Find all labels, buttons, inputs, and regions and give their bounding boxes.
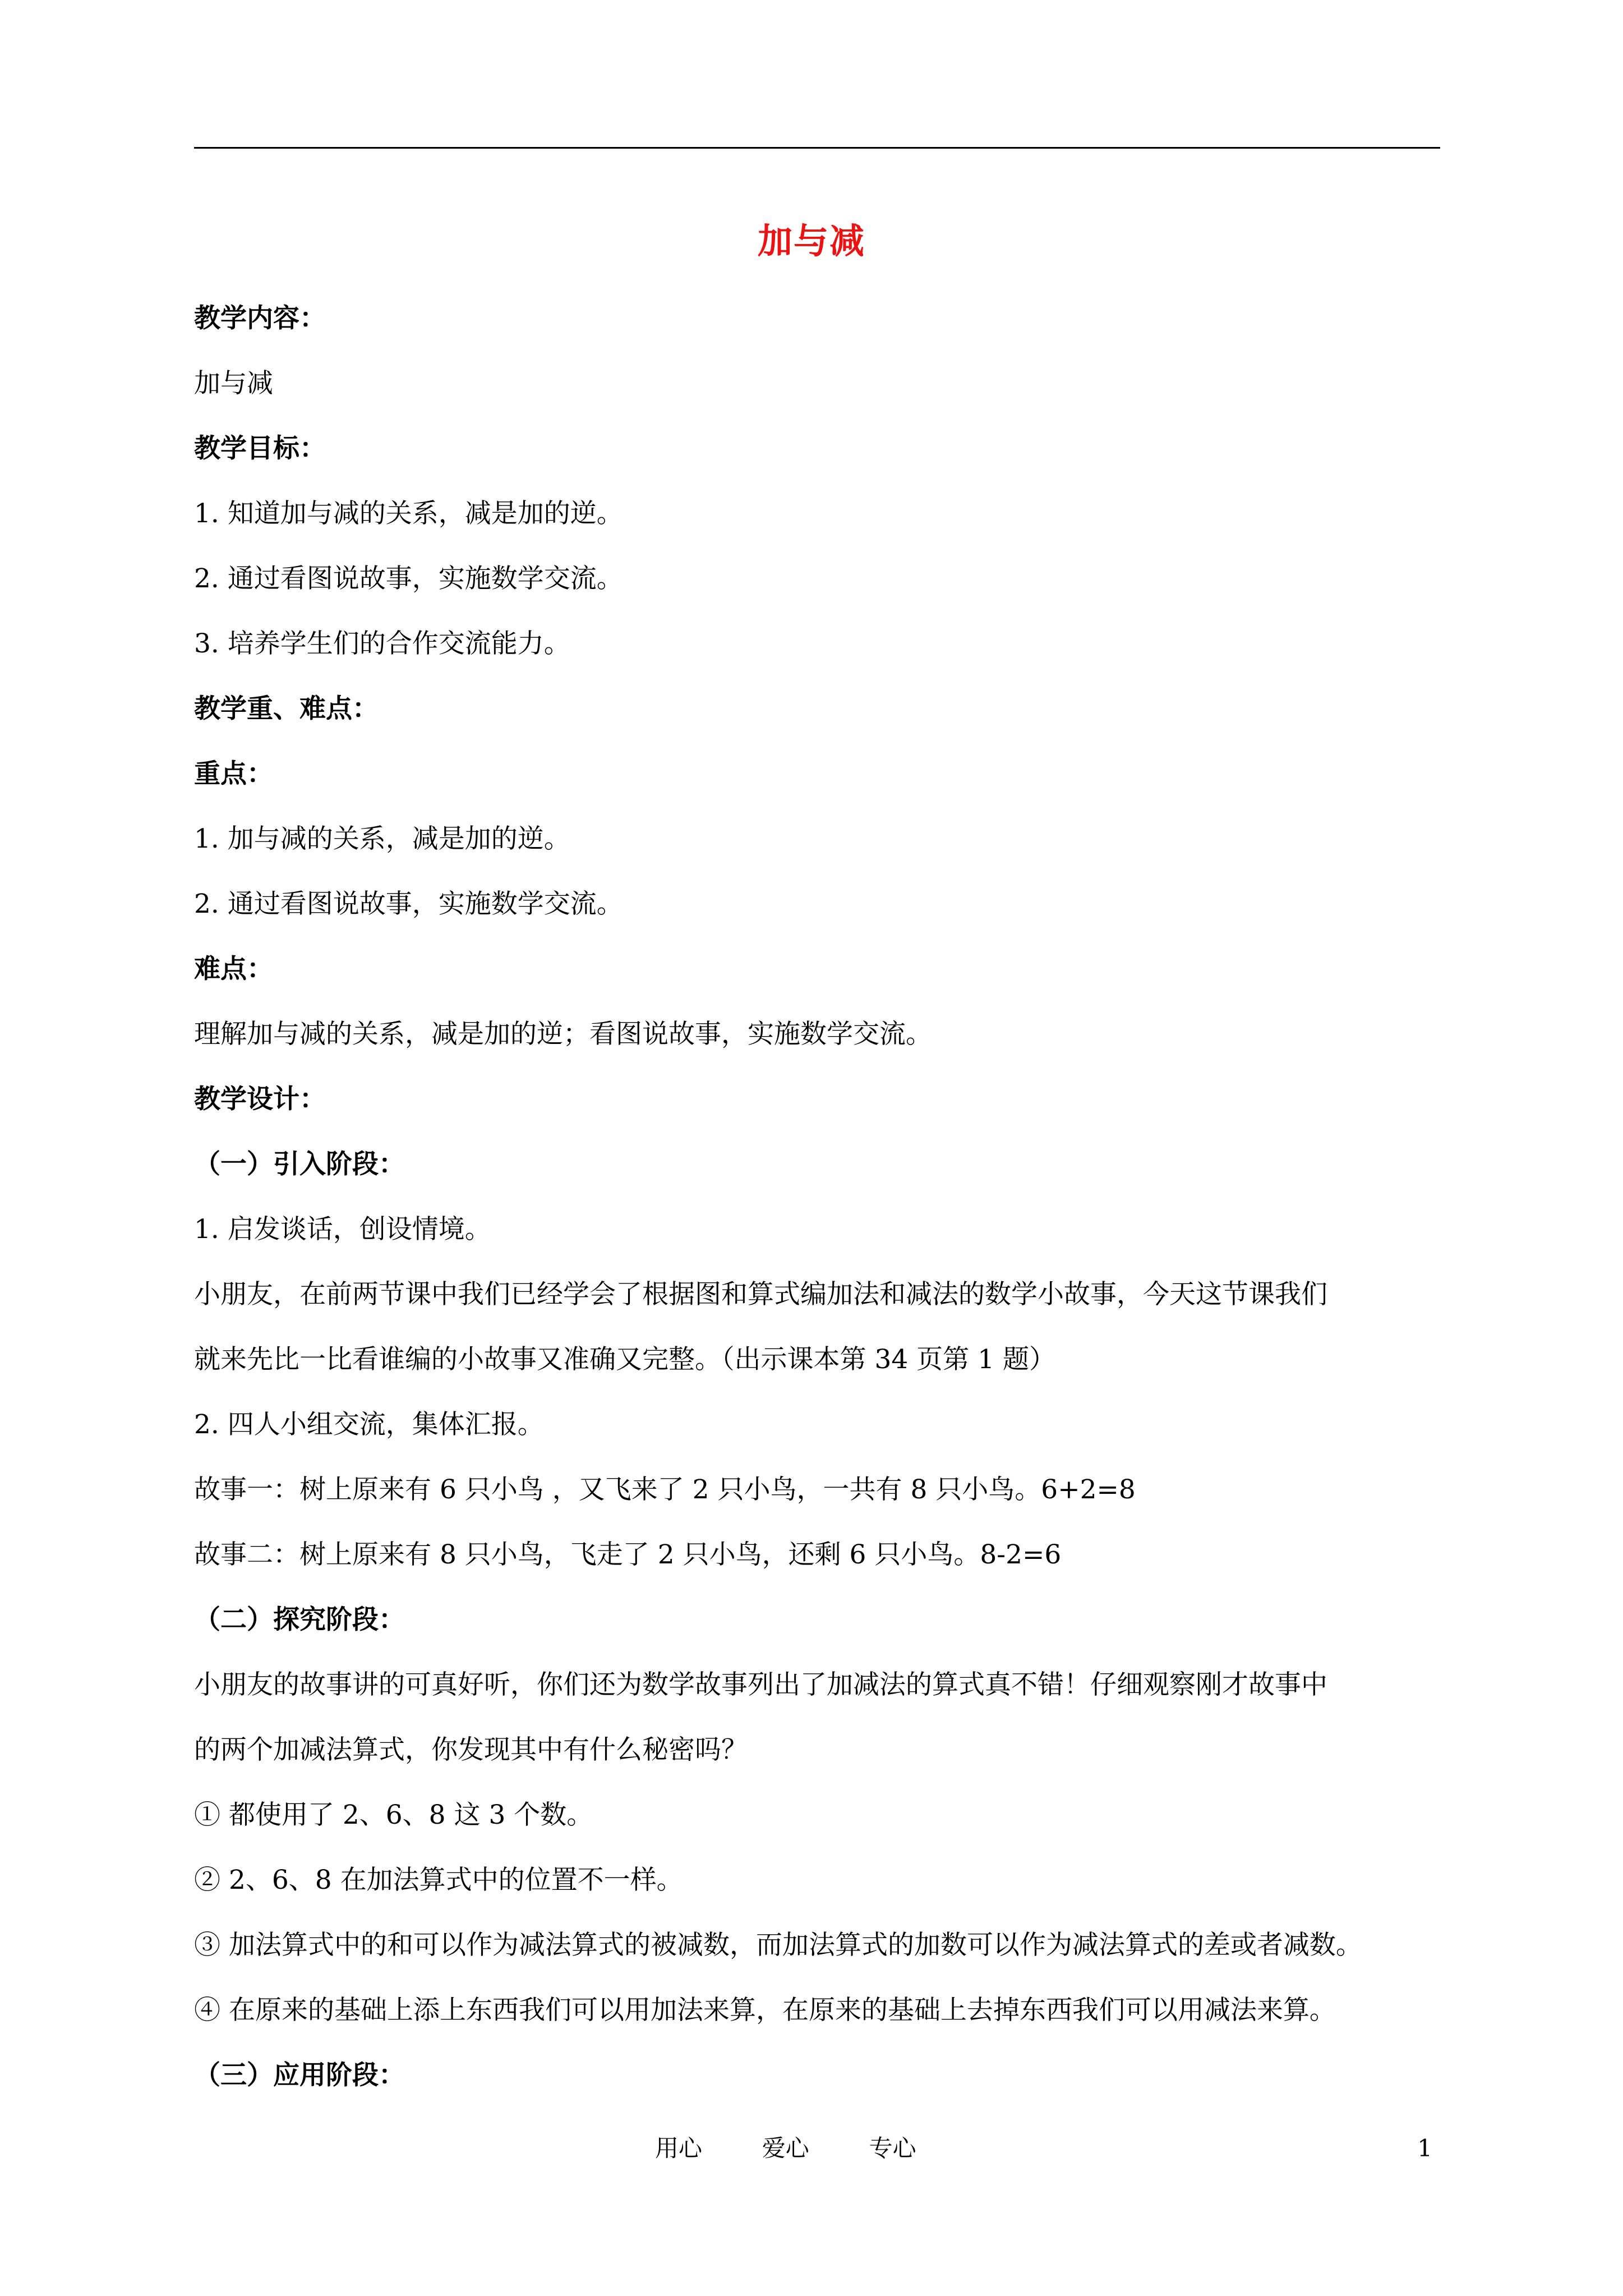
section-heading: （一）引入阶段： (194, 1149, 405, 1180)
section-heading: 教学内容： (194, 303, 326, 334)
section-heading: 教学目标： (194, 433, 326, 464)
section-heading: 教学设计： (194, 1084, 326, 1115)
page-number: 1 (1417, 2134, 1432, 2162)
footer-motto: 用心 爱心 专心 (655, 2134, 916, 2162)
body-line: 小朋友的故事讲的可真好听，你们还为数学故事列出了加减法的算式真不错！仔细观察刚才故事中 (194, 1669, 1327, 1700)
section-heading: 教学重、难点： (194, 693, 379, 724)
body-line: 2. 四人小组交流，集体汇报。 (194, 1409, 544, 1440)
body-line: 理解加与减的关系，减是加的逆；看图说故事，实施数学交流。 (194, 1019, 932, 1050)
section-heading: 难点： (194, 954, 273, 984)
body-line: 2. 通过看图说故事，实施数学交流。 (194, 889, 623, 919)
body-line: 故事二：树上原来有 8 只小鸟，飞走了 2 只小鸟，还剩 6 只小鸟。8-2=6 (194, 1539, 1062, 1570)
document-body (194, 286, 1440, 2108)
body-line: 故事一：树上原来有 6 只小鸟 ，又飞来了 2 只小鸟，一共有 8 只小鸟。6+2=8 (194, 1474, 1136, 1505)
body-line: 2. 通过看图说故事，实施数学交流。 (194, 563, 623, 594)
body-line: 1. 启发谈话，创设情境。 (194, 1214, 491, 1245)
body-line: 小朋友，在前两节课中我们已经学会了根据图和算式编加法和减法的数学小故事，今天这节课我们 (194, 1279, 1327, 1310)
section-heading: （三）应用阶段： (194, 2060, 405, 2091)
body-line: ③ 加法算式中的和可以作为减法算式的被减数，而加法算式的加数可以作为减法算式的差或者减数。 (194, 1930, 1362, 1961)
body-line: 3. 培养学生们的合作交流能力。 (194, 628, 570, 659)
document-title: 加与减 (757, 220, 865, 261)
section-heading: 重点： (194, 758, 273, 789)
body-line: ① 都使用了 2、6、8 这 3 个数。 (194, 1800, 593, 1830)
body-line: 就来先比一比看谁编的小故事又准确又完整。（出示课本第 34 页第 1 题） (194, 1344, 1055, 1375)
body-line: 1. 知道加与减的关系，减是加的逆。 (194, 498, 623, 529)
body-line: ④ 在原来的基础上添上东西我们可以用加法来算，在原来的基础上去掉东西我们可以用减法来算。 (194, 1995, 1336, 2026)
body-line: 1. 加与减的关系，减是加的逆。 (194, 823, 570, 854)
section-heading: （二）探究阶段： (194, 1604, 405, 1635)
body-line: 的两个加减法算式，你发现其中有什么秘密吗？ (194, 1734, 748, 1765)
body-line: 加与减 (194, 368, 273, 399)
page-footer (0, 2126, 1623, 2171)
body-line: ② 2、6、8 在加法算式中的位置不一样。 (194, 1865, 683, 1895)
header-rule (194, 147, 1440, 149)
